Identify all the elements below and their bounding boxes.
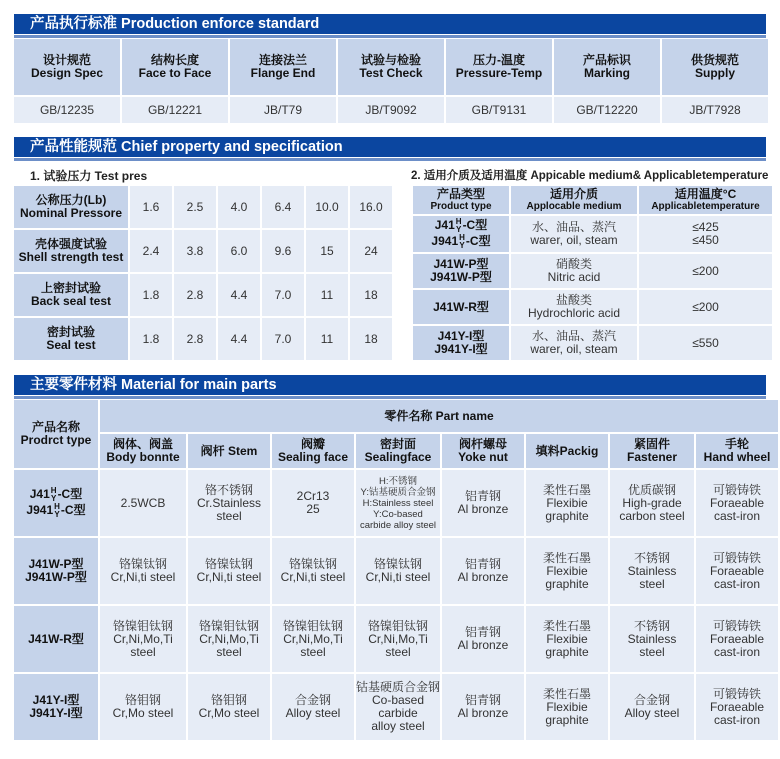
test-pres-row (14, 318, 392, 360)
test-pres-value: 11 (306, 318, 348, 360)
material-cell: 铬镍钛钢 Cr,Ni,ti steel (188, 538, 270, 604)
standard-value: JB/T79 (230, 97, 336, 123)
medium-value: 盐酸类 Hydrochloric acid (511, 290, 637, 324)
material-cell: 铝青钢 Al bronze (442, 674, 524, 740)
material-type: J41W-P型 J941W-P型 (14, 538, 98, 604)
medium-type: J41 H Y -C型 J941 H Y -C型 (413, 216, 509, 252)
test-pres-value: 3.8 (174, 230, 216, 272)
material-row (14, 606, 778, 672)
test-pres-value: 18 (350, 318, 392, 360)
material-col-packing: 填料Packig (526, 434, 608, 468)
test-pres-value: 6.4 (262, 186, 304, 228)
material-cell: 铬钼钢 Cr,Mo steel (188, 674, 270, 740)
test-pres-table (12, 184, 394, 362)
material-col-sealing: 密封面 Sealingface (356, 434, 440, 468)
medium-row (413, 254, 772, 288)
test-pres-value: 4.0 (218, 186, 260, 228)
test-pres-row (14, 230, 392, 272)
material-cell: 铬钼钢 Cr,Mo steel (100, 674, 186, 740)
material-col-body: 阀体、阀盖 Body bonnte (100, 434, 186, 468)
medium-type: J41Y-I型 J941Y-I型 (413, 326, 509, 360)
test-pres-title: 1. 试验压力 Test pres (30, 169, 148, 183)
material-cell: 2.5WCB (100, 470, 186, 536)
material-cell: 合金钢 Alloy steel (610, 674, 694, 740)
material-cell: 可锻铸铁 Foraeable cast-iron (696, 538, 778, 604)
material-cell: 柔性石墨 Flexibie graphite (526, 538, 608, 604)
material-cell: 柔性石墨 Flexibie graphite (526, 674, 608, 740)
test-pres-value: 4.4 (218, 318, 260, 360)
material-cell: 不锈钢 Stainless steel (610, 606, 694, 672)
material-cell: 优质碳钢 High-grade carbon steel (610, 470, 694, 536)
material-cell: 铬镍钛钢 Cr,Ni,ti steel (356, 538, 440, 604)
material-cell: 可锻铸铁 Foraeable cast-iron (696, 606, 778, 672)
medium-header-temp: 适用温度°C Applicabletemperature (639, 186, 772, 214)
test-pres-value: 2.4 (130, 230, 172, 272)
standard-value: GB/T9131 (446, 97, 552, 123)
standard-value-row (14, 97, 768, 123)
material-type: J41W-R型 (14, 606, 98, 672)
test-pres-value: 7.0 (262, 274, 304, 316)
medium-header-type: 产品类型 Product type (413, 186, 509, 214)
standard-value: GB/12235 (14, 97, 120, 123)
section-title-material: 主要零件材料 Material for main parts (14, 375, 766, 395)
test-pres-value: 1.8 (130, 274, 172, 316)
standard-value: JB/T7928 (662, 97, 768, 123)
medium-temp: ≤200 (639, 290, 772, 324)
medium-row (413, 216, 772, 252)
standard-header-2: 连接法兰 Flange End (230, 39, 336, 95)
material-cell: 柔性石墨 Flexibie graphite (526, 606, 608, 672)
material-cell: 不锈钢 Stainless steel (610, 538, 694, 604)
test-pres-value: 10.0 (306, 186, 348, 228)
standard-header-row (14, 39, 768, 95)
material-cell: 铬镍钼钛钢 Cr,Ni,Mo,Ti steel (356, 606, 440, 672)
material-table (12, 398, 780, 742)
material-cell: 钴基硬质合金钢 Co-based carbide alloy steel (356, 674, 440, 740)
standard-header-3: 试验与检验 Test Check (338, 39, 444, 95)
medium-value: 水、油品、蒸汽 warer, oil, steam (511, 326, 637, 360)
standard-header-6: 供货规范 Supply (662, 39, 768, 95)
material-col-yoke: 阀杆螺母 Yoke nut (442, 434, 524, 468)
test-pres-value: 1.6 (130, 186, 172, 228)
material-cell: 铬镍钼钛钢 Cr,Ni,Mo,Ti steel (188, 606, 270, 672)
material-cell: 合金钢 Alloy steel (272, 674, 354, 740)
test-pres-value: 1.8 (130, 318, 172, 360)
medium-type: J41W-P型 J941W-P型 (413, 254, 509, 288)
material-cell: 铬镍钛钢 Cr,Ni,ti steel (100, 538, 186, 604)
medium-value: 水、油品、蒸汽 warer, oil, steam (511, 216, 637, 252)
material-cell: 铝青钢 Al bronze (442, 538, 524, 604)
test-pres-value: 9.6 (262, 230, 304, 272)
material-cell: 铬镍钛钢 Cr,Ni,ti steel (272, 538, 354, 604)
section-title-standard: 产品执行标准 Production enforce standard (14, 14, 766, 34)
material-type: J41Y-I型 J941Y-I型 (14, 674, 98, 740)
standard-table (12, 37, 770, 125)
material-row (14, 470, 778, 536)
test-pres-value: 7.0 (262, 318, 304, 360)
test-pres-value: 2.8 (174, 318, 216, 360)
standard-header-0: 设计规范 Design Spec (14, 39, 120, 95)
material-col-fastener: 紧固件 Fastener (610, 434, 694, 468)
material-header-row (14, 400, 778, 432)
material-cell: 可锻铸铁 Foraeable cast-iron (696, 674, 778, 740)
standard-header-1: 结构长度 Face to Face (122, 39, 228, 95)
test-pres-row (14, 186, 392, 228)
standard-header-4: 压力-温度 Pressure-Temp (446, 39, 552, 95)
material-product-name-header: 产品名称 Prodrct type (14, 400, 98, 468)
material-cell: 铬镍钼钛钢 Cr,Ni,Mo,Ti steel (272, 606, 354, 672)
test-pres-value: 16.0 (350, 186, 392, 228)
test-pres-value: 24 (350, 230, 392, 272)
material-cell: 铝青钢 Al bronze (442, 470, 524, 536)
medium-temp: ≤425 ≤450 (639, 216, 772, 252)
material-cell: 2Cr13 25 (272, 470, 354, 536)
medium-header-row (413, 186, 772, 214)
test-pres-label: 上密封试验 Back seal test (14, 274, 128, 316)
medium-title: 2. 适用介质及适用温度 Appicable medium& Applicabletemperature (411, 170, 769, 182)
standard-value: GB/12221 (122, 97, 228, 123)
material-row (14, 674, 778, 740)
material-cell: 铝青钢 Al bronze (442, 606, 524, 672)
medium-table (411, 184, 774, 362)
medium-type: J41W-R型 (413, 290, 509, 324)
medium-temp: ≤200 (639, 254, 772, 288)
test-pres-value: 2.8 (174, 274, 216, 316)
material-col-handwheel: 手轮 Hand wheel (696, 434, 778, 468)
material-cell: 柔性石墨 Flexibie graphite (526, 470, 608, 536)
medium-row (413, 290, 772, 324)
section-title-property: 产品性能规范 Chief property and specification (14, 137, 766, 157)
material-type: J41 H Y -C型 J941 H Y -C型 (14, 470, 98, 536)
medium-header-medium: 适用介质 Applocable medium (511, 186, 637, 214)
material-part-name-header: 零件名称 Part name (100, 400, 778, 432)
test-pres-label: 密封试验 Seal test (14, 318, 128, 360)
standard-value: JB/T9092 (338, 97, 444, 123)
material-col-stem: 阀杆 Stem (188, 434, 270, 468)
medium-value: 硝酸类 Nitric acid (511, 254, 637, 288)
test-pres-value: 11 (306, 274, 348, 316)
medium-row (413, 326, 772, 360)
standard-header-5: 产品标识 Marking (554, 39, 660, 95)
test-pres-value: 2.5 (174, 186, 216, 228)
test-pres-label: 壳体强度试验 Shell strength test (14, 230, 128, 272)
material-cell: 铬镍钼钛钢 Cr,Ni,Mo,Ti steel (100, 606, 186, 672)
test-pres-value: 15 (306, 230, 348, 272)
material-cell: 铬不锈钢 Cr.Stainless steel (188, 470, 270, 536)
material-col-disc: 阀瓣 Sealing face (272, 434, 354, 468)
test-pres-row (14, 274, 392, 316)
test-pres-value: 6.0 (218, 230, 260, 272)
material-cell: H:不锈钢 Y:钴基硬质合金钢 H:Stainless steel Y:Co-based carbide alloy steel (356, 470, 440, 536)
material-row (14, 538, 778, 604)
material-cell: 可锻铸铁 Foraeable cast-iron (696, 470, 778, 536)
test-pres-value: 18 (350, 274, 392, 316)
standard-value: GB/T12220 (554, 97, 660, 123)
medium-temp: ≤550 (639, 326, 772, 360)
test-pres-value: 4.4 (218, 274, 260, 316)
material-column-row (14, 434, 778, 468)
test-pres-label: 公称压力(Lb) Nominal Pressore (14, 186, 128, 228)
